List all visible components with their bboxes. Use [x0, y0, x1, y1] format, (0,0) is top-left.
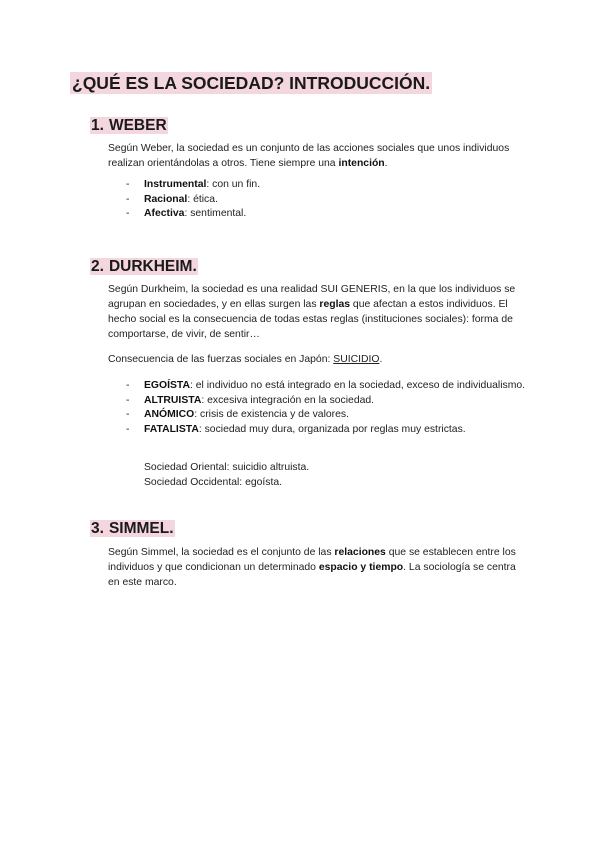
list-item-term: FATALISTA — [144, 423, 199, 435]
weber-text-bold: intención — [338, 158, 385, 169]
durkheim-text-1: Según Durkheim, la sociedad es una realidad SUI GENERIS, en la que los individuos se agrupan en sociedades, y en ellas surgen las — [108, 284, 516, 310]
list-item-term: Afectiva — [144, 208, 185, 220]
list-item-desc: : excesiva integración en la sociedad. — [201, 394, 375, 406]
weber-text-2: . — [384, 158, 388, 169]
list-item-term: ANÓMICO — [144, 409, 195, 421]
simmel-text-1: Según Simmel, la sociedad es el conjunto de las — [108, 547, 335, 558]
simmel-paragraph — [108, 545, 528, 590]
durkheim-consequence — [108, 352, 528, 367]
simmel-text-2: que se establecen entre los individuos y que condicionan un determinado — [108, 547, 516, 573]
weber-list — [126, 178, 526, 222]
heading-durkheim-text: DURKHEIM. — [108, 258, 197, 275]
durkheim-paragraph — [108, 282, 528, 342]
heading-simmel-text: SIMMEL. — [108, 520, 174, 537]
durkheim-text-2: que afectan a estos individuos. El hecho social es la consecuencia de todas estas reglas (instituciones sociales): forma de comportarse, de vivir, de sentir… — [108, 299, 513, 340]
list-item — [126, 207, 526, 222]
list-item-desc: : ética. — [187, 193, 218, 205]
list-item-desc: : el individuo no está integrado en la sociedad, exceso de individualismo. — [190, 380, 526, 391]
list-item-term: Racional — [144, 193, 188, 205]
weber-text-1: Según Weber, la sociedad es un conjunto de las acciones sociales que unos individuos realizan orientándolas a otros. Tiene siempre una — [108, 143, 510, 169]
oriental-note: Sociedad Oriental: suicidio altruista. — [144, 462, 310, 473]
list-item-desc: : sociedad muy dura, organizada por reglas muy estrictas. — [198, 423, 466, 435]
durkheim-list — [126, 379, 526, 437]
heading-weber-number: 1. — [91, 117, 104, 134]
list-item — [126, 379, 526, 394]
simmel-bold-1: relaciones — [334, 547, 386, 558]
list-item-desc: : con un fin. — [206, 179, 261, 190]
simmel-text-3: . La sociología se centra en este marco. — [108, 562, 516, 588]
list-item-desc: : sentimental. — [184, 208, 247, 220]
list-item-desc: : crisis de existencia y de valores. — [194, 409, 349, 421]
durkheim-text-bold: reglas — [319, 299, 351, 310]
consequence-end: . — [379, 354, 383, 365]
list-item — [126, 178, 526, 193]
list-item-term: Instrumental — [144, 179, 207, 190]
heading-weber-text: WEBER — [108, 117, 167, 134]
consequence-text: Consecuencia de las fuerzas sociales en Japón: — [108, 354, 334, 365]
occidental-note: Sociedad Occidental: egoísta. — [144, 477, 283, 488]
heading-weber — [90, 116, 168, 135]
weber-paragraph — [108, 141, 528, 171]
list-item — [126, 408, 526, 423]
list-item — [126, 193, 526, 208]
simmel-bold-2: espacio y tiempo — [318, 562, 404, 573]
list-item — [126, 423, 526, 438]
list-item — [126, 394, 526, 409]
list-item-term: EGOÍSTA — [144, 380, 190, 391]
heading-simmel — [90, 519, 175, 538]
page-title: ¿QUÉ ES LA SOCIEDAD? INTRODUCCIÓN. — [72, 73, 431, 93]
heading-simmel-number: 3. — [91, 520, 104, 537]
heading-durkheim — [90, 257, 198, 276]
suicidio-link[interactable]: SUICIDIO — [333, 354, 380, 365]
list-item-term: ALTRUISTA — [144, 394, 202, 406]
heading-durkheim-number: 2. — [91, 258, 104, 275]
